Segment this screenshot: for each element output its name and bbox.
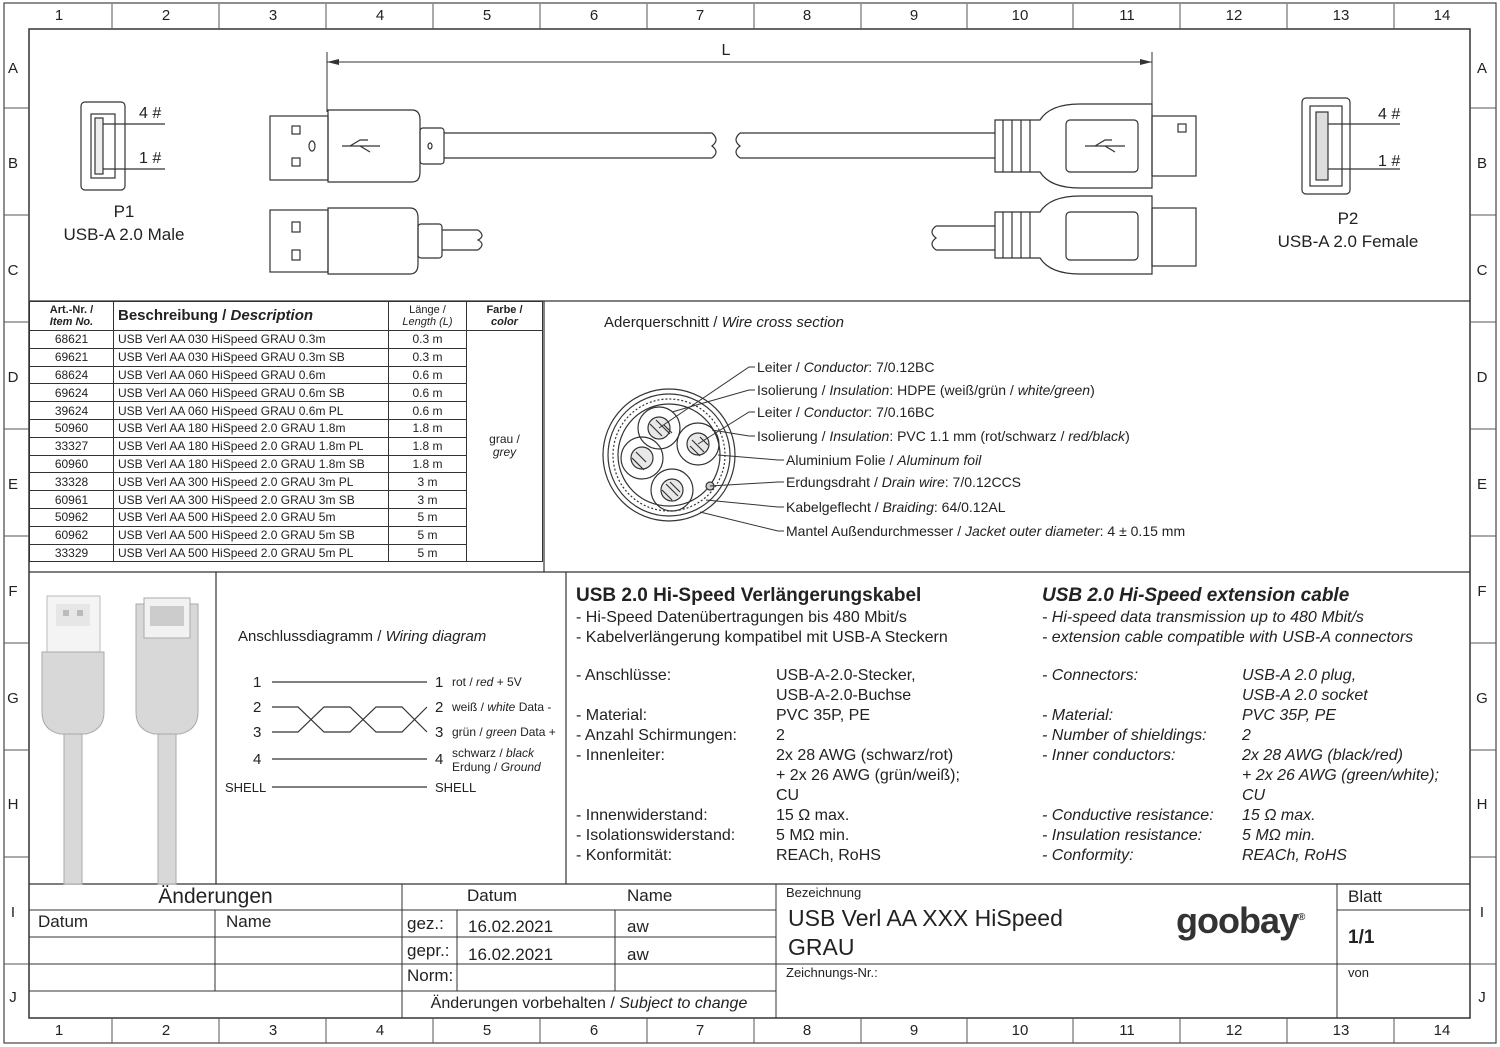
spec-row	[576, 706, 1036, 726]
table-row	[30, 402, 543, 420]
p1-pin-1: 1 #	[139, 150, 162, 167]
wiring-pin-label: schwarz / black	[452, 746, 535, 760]
cross-section-label: Erdungsdraht / Drain wire: 7/0.12CCS	[786, 474, 1022, 490]
grid-row-left: G	[7, 690, 19, 707]
item-no: 68624	[30, 366, 114, 384]
spec-row	[576, 666, 1036, 706]
spec-key: - Innenleiter:	[576, 747, 665, 764]
grid-row-right: D	[1476, 369, 1488, 386]
p2-type: USB-A 2.0 Female	[1277, 232, 1419, 251]
grid-row-right: E	[1476, 476, 1488, 493]
drawn-date: 16.02.2021	[468, 917, 554, 936]
spec-value: 5 MΩ min.	[1242, 827, 1316, 844]
col-length: Länge / Length (L)	[389, 302, 467, 331]
wiring-left-pin: 2	[253, 699, 262, 716]
grid-row-left: J	[9, 989, 17, 1006]
item-no: 39624	[30, 402, 114, 420]
sheet-value: 1/1	[1348, 927, 1375, 948]
spec-key: - Anzahl Schirmungen:	[576, 727, 737, 744]
leader-line	[712, 430, 755, 436]
item-length: 3 m	[389, 473, 467, 491]
item-no: 69621	[30, 348, 114, 366]
grid-col-bottom: 13	[1332, 1022, 1350, 1039]
spec-key: - Material:	[576, 707, 648, 724]
wiring-pin-label: rot / red + 5V	[452, 675, 522, 689]
grid-col-bottom: 7	[695, 1022, 705, 1039]
male-plug-side-view	[270, 208, 482, 274]
spec-key: - Innenwiderstand:	[576, 807, 708, 824]
grid-col-top: 2	[161, 7, 171, 24]
col-description: Beschreibung / Description	[114, 302, 389, 331]
female-socket-top-view	[995, 104, 1196, 188]
wiring-right-pin: SHELL	[435, 780, 477, 795]
leader-line	[659, 367, 755, 428]
changes-date-header: Datum	[38, 912, 89, 931]
subject-to-change: Änderungen vorbehalten / Subject to change	[430, 995, 748, 1012]
grid-row-left: I	[10, 904, 16, 921]
drawn-label: gez.:	[407, 914, 444, 933]
spec-row	[1042, 746, 1462, 806]
grid-row-right: G	[1476, 690, 1488, 707]
p2-pin-4: 4 #	[1378, 106, 1401, 123]
spec-value: 2	[776, 727, 785, 744]
length-label: L	[721, 42, 731, 59]
item-description: USB Verl AA 500 HiSpeed 2.0 GRAU 5m SB	[114, 526, 389, 544]
grid-col-bottom: 4	[375, 1022, 385, 1039]
item-length: 1.8 m	[389, 455, 467, 473]
spec-en-feature: - extension cable compatible with USB-A connectors	[1042, 629, 1414, 646]
spec-row	[1042, 806, 1462, 826]
spec-german	[576, 584, 1036, 866]
grid-row-right: A	[1476, 60, 1488, 77]
table-row	[30, 331, 543, 349]
grid-col-top: 5	[482, 7, 492, 24]
leader-line	[700, 512, 784, 531]
item-color: grau / grey	[467, 331, 543, 562]
spec-key: - Isolationswiderstand:	[576, 827, 736, 844]
grid-col-bottom: 9	[909, 1022, 919, 1039]
grid-col-top: 11	[1119, 7, 1135, 24]
spec-row	[576, 846, 1036, 866]
spec-value: PVC 35P, PE	[1242, 707, 1336, 724]
changes-title: Änderungen	[158, 885, 273, 908]
spec-en-title: USB 2.0 Hi-Speed extension cable	[1042, 585, 1350, 606]
wiring-left-pin: SHELL	[225, 780, 267, 795]
spec-value: 15 Ω max.	[1242, 807, 1316, 824]
checked-date: 16.02.2021	[468, 945, 554, 964]
item-description: USB Verl AA 060 HiSpeed GRAU 0.6m PL	[114, 402, 389, 420]
item-no: 33327	[30, 437, 114, 455]
grid-col-bottom: 12	[1225, 1022, 1243, 1039]
spec-value: REACh, RoHS	[1242, 847, 1347, 864]
wiring-lines	[272, 682, 427, 787]
spec-row	[1042, 846, 1462, 866]
grid-row-right: B	[1476, 155, 1488, 172]
of-label: von	[1348, 965, 1369, 980]
norm-label: Norm:	[407, 966, 454, 985]
grid-col-bottom: 1	[54, 1022, 64, 1039]
drawing-number-label: Zeichnungs-Nr.:	[786, 965, 878, 980]
item-no: 33328	[30, 473, 114, 491]
item-length: 3 m	[389, 491, 467, 509]
spec-de-title: USB 2.0 Hi-Speed Verlängerungskabel	[576, 585, 922, 606]
grid-row-left: D	[7, 369, 19, 386]
spec-key: - Anschlüsse:	[576, 667, 672, 684]
table-row	[30, 473, 543, 491]
item-description: USB Verl AA 500 HiSpeed 2.0 GRAU 5m PL	[114, 544, 389, 562]
spec-value: 5 MΩ min.	[776, 827, 850, 844]
checked-label: gepr.:	[407, 941, 450, 960]
item-no: 60962	[30, 526, 114, 544]
grid-col-bottom: 8	[802, 1022, 812, 1039]
table-row	[30, 491, 543, 509]
table-row	[30, 384, 543, 402]
grid-col-top: 3	[268, 7, 278, 24]
wiring-left-pin: 1	[253, 674, 262, 691]
item-no: 60961	[30, 491, 114, 509]
wiring-pin-label: weiß / white Data -	[452, 700, 552, 714]
leader-line	[718, 455, 784, 460]
table-row	[30, 366, 543, 384]
female-socket-side-view	[932, 196, 1196, 274]
item-description: USB Verl AA 060 HiSpeed GRAU 0.6m	[114, 366, 389, 384]
table-row	[30, 526, 543, 544]
spec-key: - Insulation resistance:	[1042, 827, 1203, 844]
item-no: 68621	[30, 331, 114, 349]
spec-row	[576, 806, 1036, 826]
spec-row	[1042, 666, 1462, 706]
item-length: 0.6 m	[389, 402, 467, 420]
wiring-right-pin: 4	[435, 751, 444, 768]
grid-row-left: B	[7, 155, 19, 172]
name-header: Name	[627, 886, 673, 905]
designation-line-2: GRAU	[788, 934, 855, 960]
wiring-right-pin: 1	[435, 674, 444, 691]
leader-line	[672, 390, 755, 412]
spec-row	[1042, 826, 1462, 846]
spec-de-feature: - Hi-Speed Datenübertragungen bis 480 Mbit/s	[576, 609, 907, 626]
grid-row-left: C	[7, 262, 19, 279]
cross-section-label: Leiter / Conductor: 7/0.16BC	[757, 404, 935, 420]
spec-value: PVC 35P, PE	[776, 707, 870, 724]
length-dimension	[327, 52, 1152, 112]
cross-section-label: Kabelgeflecht / Braiding: 64/0.12AL	[786, 499, 1006, 515]
wiring-left-pin: 4	[253, 751, 262, 768]
grid-row-left: E	[7, 476, 19, 493]
item-description: USB Verl AA 060 HiSpeed GRAU 0.6m SB	[114, 384, 389, 402]
wiring-left-pin: 3	[253, 724, 262, 741]
spec-key: - Connectors:	[1042, 667, 1139, 684]
spec-row	[576, 746, 1036, 806]
grid-row-right: I	[1479, 904, 1485, 921]
drawn-name: aw	[627, 917, 649, 936]
p2-pin-1: 1 #	[1378, 153, 1401, 170]
date-header: Datum	[467, 886, 518, 905]
spec-key: - Konformität:	[576, 847, 673, 864]
table-row	[30, 419, 543, 437]
cross-section-label: Mantel Außendurchmesser / Jacket outer diameter: 4 ± 0.15 mm	[786, 523, 1186, 539]
grid-col-top: 7	[695, 7, 705, 24]
col-color: Farbe / color	[467, 302, 543, 331]
spec-de-feature: - Kabelverlängerung kompatibel mit USB-A Steckern	[576, 629, 948, 646]
item-no: 69624	[30, 384, 114, 402]
grid-row-left: H	[7, 796, 19, 813]
wiring-right-pin: 3	[435, 724, 444, 741]
grid-col-top: 13	[1332, 7, 1350, 24]
spec-value: USB-A-2.0-Stecker, USB-A-2.0-Buchse	[776, 667, 916, 704]
spec-value: 2	[1242, 727, 1251, 744]
spec-english	[1042, 584, 1462, 866]
wiring-pin-label: grün / green Data +	[452, 725, 556, 739]
item-no: 33329	[30, 544, 114, 562]
item-description: USB Verl AA 500 HiSpeed 2.0 GRAU 5m	[114, 508, 389, 526]
p2-name: P2	[1337, 209, 1359, 228]
item-length: 0.6 m	[389, 384, 467, 402]
grid-col-bottom: 5	[482, 1022, 492, 1039]
grid-col-bottom: 6	[589, 1022, 599, 1039]
items-table	[29, 301, 543, 562]
table-row	[30, 508, 543, 526]
item-description: USB Verl AA 300 HiSpeed 2.0 GRAU 3m PL	[114, 473, 389, 491]
item-no: 50962	[30, 508, 114, 526]
spec-key: - Conductive resistance:	[1042, 807, 1214, 824]
item-description: USB Verl AA 300 HiSpeed 2.0 GRAU 3m SB	[114, 491, 389, 509]
grid-row-right: H	[1476, 796, 1488, 813]
grid-row-right: F	[1477, 583, 1487, 600]
spec-value: 2x 28 AWG (black/red) + 2x 26 AWG (green/white); CU	[1242, 747, 1439, 804]
grid-col-top: 6	[589, 7, 599, 24]
spec-value: USB-A 2.0 plug, USB-A 2.0 socket	[1242, 667, 1368, 704]
sheet-label: Blatt	[1348, 887, 1383, 906]
spec-value: REACh, RoHS	[776, 847, 881, 864]
spec-key: - Material:	[1042, 707, 1114, 724]
spec-value: 15 Ω max.	[776, 807, 850, 824]
grid-col-bottom: 3	[268, 1022, 278, 1039]
item-description: USB Verl AA 180 HiSpeed 2.0 GRAU 1.8m	[114, 419, 389, 437]
leader-line	[710, 482, 784, 486]
p1-pin-4: 4 #	[139, 105, 162, 122]
designation-label: Bezeichnung	[786, 885, 862, 900]
wiring-title: Anschlussdiagramm / Wiring diagram	[238, 628, 487, 645]
grid-col-bottom: 2	[161, 1022, 171, 1039]
spec-en-feature: - Hi-speed data transmission up to 480 Mbit/s	[1042, 609, 1364, 626]
checked-name: aw	[627, 945, 649, 964]
item-no: 50960	[30, 419, 114, 437]
table-row	[30, 437, 543, 455]
spec-key: - Conformity:	[1042, 847, 1134, 864]
changes-name-header: Name	[226, 912, 272, 931]
col-item-no: Art.-Nr. / Item No.	[30, 302, 114, 331]
grid-col-bottom: 10	[1011, 1022, 1029, 1039]
spec-key: - Number of shieldings:	[1042, 727, 1207, 744]
cross-section-label: Isolierung / Insulation: HDPE (weiß/grün / white/green)	[757, 382, 1095, 398]
item-length: 0.3 m	[389, 331, 467, 349]
grid-col-top: 14	[1433, 7, 1451, 24]
wiring-ground-label: Erdung / Ground	[452, 760, 541, 774]
spec-row	[576, 826, 1036, 846]
item-length: 5 m	[389, 508, 467, 526]
item-description: USB Verl AA 180 HiSpeed 2.0 GRAU 1.8m PL	[114, 437, 389, 455]
cross-section-label: Isolierung / Insulation: PVC 1.1 mm (rot/schwarz / red/black)	[757, 428, 1130, 444]
leader-line	[698, 412, 755, 444]
spec-key: - Inner conductors:	[1042, 747, 1176, 764]
p1-name: P1	[113, 202, 135, 221]
p1-type: USB-A 2.0 Male	[63, 225, 185, 244]
table-row	[30, 544, 543, 562]
grid-col-bottom: 14	[1433, 1022, 1451, 1039]
male-plug-top-view	[270, 110, 995, 182]
grid-col-top: 8	[802, 7, 812, 24]
item-no: 60960	[30, 455, 114, 473]
grid-col-bottom: 11	[1119, 1022, 1135, 1039]
spec-row	[1042, 706, 1462, 726]
grid-row-right: J	[1478, 989, 1486, 1006]
grid-col-top: 10	[1011, 7, 1029, 24]
grid-col-top: 9	[909, 7, 919, 24]
table-row	[30, 455, 543, 473]
item-description: USB Verl AA 030 HiSpeed GRAU 0.3m SB	[114, 348, 389, 366]
designation-line-1: USB Verl AA XXX HiSpeed	[788, 905, 1063, 931]
item-description: USB Verl AA 180 HiSpeed 2.0 GRAU 1.8m SB	[114, 455, 389, 473]
spec-row	[576, 726, 1036, 746]
table-row	[30, 348, 543, 366]
leader-line	[706, 500, 784, 507]
grid-col-top: 4	[375, 7, 385, 24]
item-length: 0.6 m	[389, 366, 467, 384]
grid-row-left: A	[7, 60, 19, 77]
item-length: 0.3 m	[389, 348, 467, 366]
spec-value: 2x 28 AWG (schwarz/rot) + 2x 26 AWG (grün/weiß); CU	[776, 747, 960, 804]
product-photo	[42, 596, 198, 884]
item-length: 1.8 m	[389, 437, 467, 455]
item-length: 5 m	[389, 526, 467, 544]
cross-section-title: Aderquerschnitt / Wire cross section	[604, 314, 844, 331]
goobay-logo: goobay®	[1176, 900, 1305, 941]
grid-row-left: F	[8, 583, 18, 600]
wiring-right-pin: 2	[435, 699, 444, 716]
cross-section-label: Aluminium Folie / Aluminum foil	[786, 452, 982, 468]
cross-section-label: Leiter / Conductor: 7/0.12BC	[757, 359, 935, 375]
grid-col-top: 1	[54, 7, 64, 24]
item-length: 1.8 m	[389, 419, 467, 437]
grid-row-right: C	[1476, 262, 1488, 279]
item-description: USB Verl AA 030 HiSpeed GRAU 0.3m	[114, 331, 389, 349]
spec-row	[1042, 726, 1462, 746]
item-length: 5 m	[389, 544, 467, 562]
grid-col-top: 12	[1225, 7, 1243, 24]
